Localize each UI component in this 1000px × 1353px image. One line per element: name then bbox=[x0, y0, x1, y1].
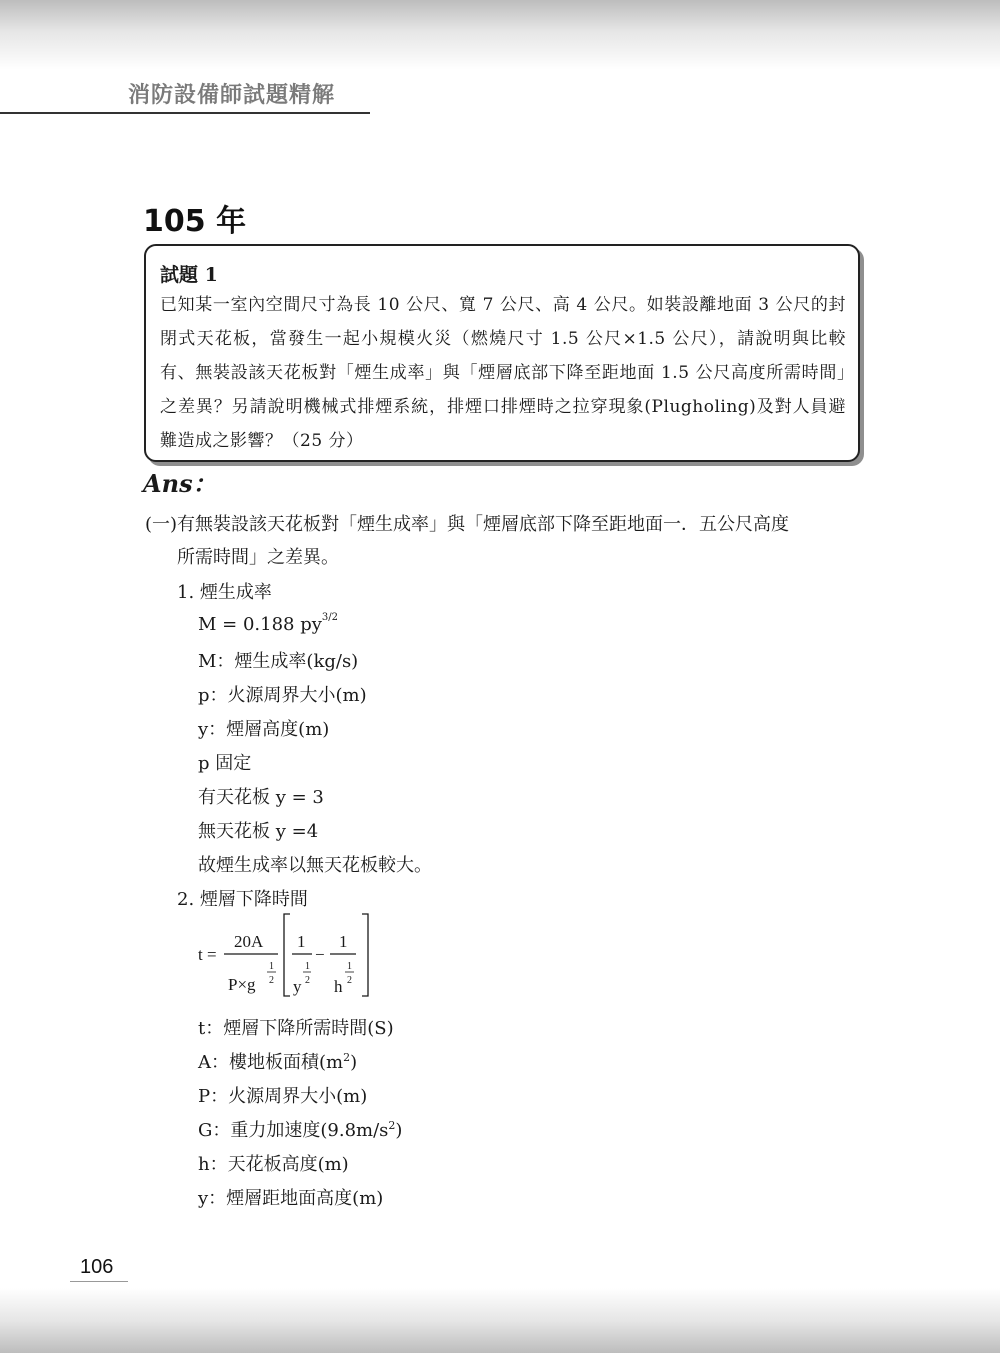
question-box bbox=[144, 244, 860, 462]
definition-text: P：火源周界大小(m) bbox=[198, 1086, 368, 1107]
definition-line: 有天花板 y = 3 bbox=[198, 787, 324, 808]
page-number: 106 bbox=[80, 1256, 114, 1278]
definition-text: t：煙層下降所需時間(S) bbox=[198, 1018, 394, 1039]
formula-numerator: 20A bbox=[234, 932, 264, 951]
definition-line bbox=[198, 1048, 357, 1074]
definition-line: p：火源周界大小(m) bbox=[198, 685, 367, 706]
item1-title: 1. 煙生成率 bbox=[177, 582, 272, 603]
formula-lhs: t = bbox=[198, 945, 217, 964]
formula-h: h bbox=[334, 977, 343, 996]
definition-line: 無天花板 y =4 bbox=[198, 821, 319, 842]
equation-1-main: M = 0.188 py bbox=[198, 614, 322, 635]
footer-band bbox=[0, 1288, 1000, 1353]
definition-sup: 2 bbox=[343, 1051, 351, 1064]
formula-t bbox=[196, 910, 396, 1005]
formula-minus: − bbox=[315, 945, 325, 964]
part1-heading-cont: 所需時間」之差異。 bbox=[177, 547, 339, 568]
definition-tail: ) bbox=[350, 1052, 358, 1073]
formula-exp-den: 2 bbox=[269, 975, 274, 986]
answer-label: Ans： bbox=[143, 469, 217, 498]
definition-line bbox=[198, 1150, 349, 1176]
definition-sup: 2 bbox=[388, 1119, 396, 1132]
header-rule bbox=[0, 112, 370, 114]
formula-y-exp-den: 2 bbox=[305, 975, 310, 986]
formula-y: y bbox=[293, 977, 302, 996]
left-bracket bbox=[284, 914, 290, 996]
question-text: 已知某一室內空間尺寸為長 10 公尺、寬 7 公尺、高 4 公尺。如裝設離地面 3 公尺的封閉式天花板，當發生一起小規模火災（燃燒尺寸 1.5 公尺×1.5 公尺），請說明與比較有、無裝設該天花板對「煙生成率」與「煙層底部下降至距地面 1.5 公尺高度所需時間」之差異？另請說明機械式排煙系統，排煙口排煙時之拉穿現象(Plugholing)及對人員避難造成之影響？（25 分） bbox=[160, 295, 846, 451]
definition-line bbox=[198, 1014, 394, 1040]
definition-text: G：重力加速度(9.8m/s bbox=[198, 1120, 389, 1141]
formula-one-b: 1 bbox=[339, 932, 348, 951]
header-band bbox=[0, 0, 1000, 70]
definition-line bbox=[198, 1116, 402, 1142]
definition-line: M：煙生成率(kg/s) bbox=[198, 651, 359, 672]
definition-line bbox=[198, 1184, 383, 1210]
question-label: 試題 1 bbox=[160, 264, 218, 286]
page-number-rule bbox=[70, 1281, 128, 1282]
definition-line: y：煙層高度(m) bbox=[198, 719, 330, 740]
definition-line: p 固定 bbox=[198, 753, 252, 774]
definition-text: y：煙層距地面高度(m) bbox=[198, 1188, 384, 1209]
equation-1 bbox=[198, 614, 338, 635]
definition-text: h：天花板高度(m) bbox=[198, 1154, 349, 1175]
definition-tail: ) bbox=[395, 1120, 403, 1141]
formula-exp-num: 1 bbox=[269, 961, 274, 972]
right-bracket bbox=[362, 914, 368, 996]
section-heading: 105 年 bbox=[143, 204, 247, 239]
item2-title: 2. 煙層下降時間 bbox=[177, 889, 308, 910]
part1-heading: (一)有無裝設該天花板對「煙生成率」與「煙層底部下降至距地面一．五公尺高度 bbox=[145, 514, 790, 535]
formula-one-a: 1 bbox=[297, 932, 306, 951]
formula-h-exp-den: 2 bbox=[347, 975, 352, 986]
book-title: 消防設備師試題精解 bbox=[128, 82, 336, 108]
equation-1-exponent: 3/2 bbox=[321, 612, 338, 623]
formula-h-exp-num: 1 bbox=[347, 961, 352, 972]
formula-y-exp-num: 1 bbox=[305, 961, 310, 972]
definition-line bbox=[198, 1082, 367, 1108]
formula-denominator: P×g bbox=[228, 975, 256, 994]
definition-text: A：樓地板面積(m bbox=[198, 1052, 344, 1073]
conclusion-line: 故煙生成率以無天花板較大。 bbox=[198, 855, 432, 876]
